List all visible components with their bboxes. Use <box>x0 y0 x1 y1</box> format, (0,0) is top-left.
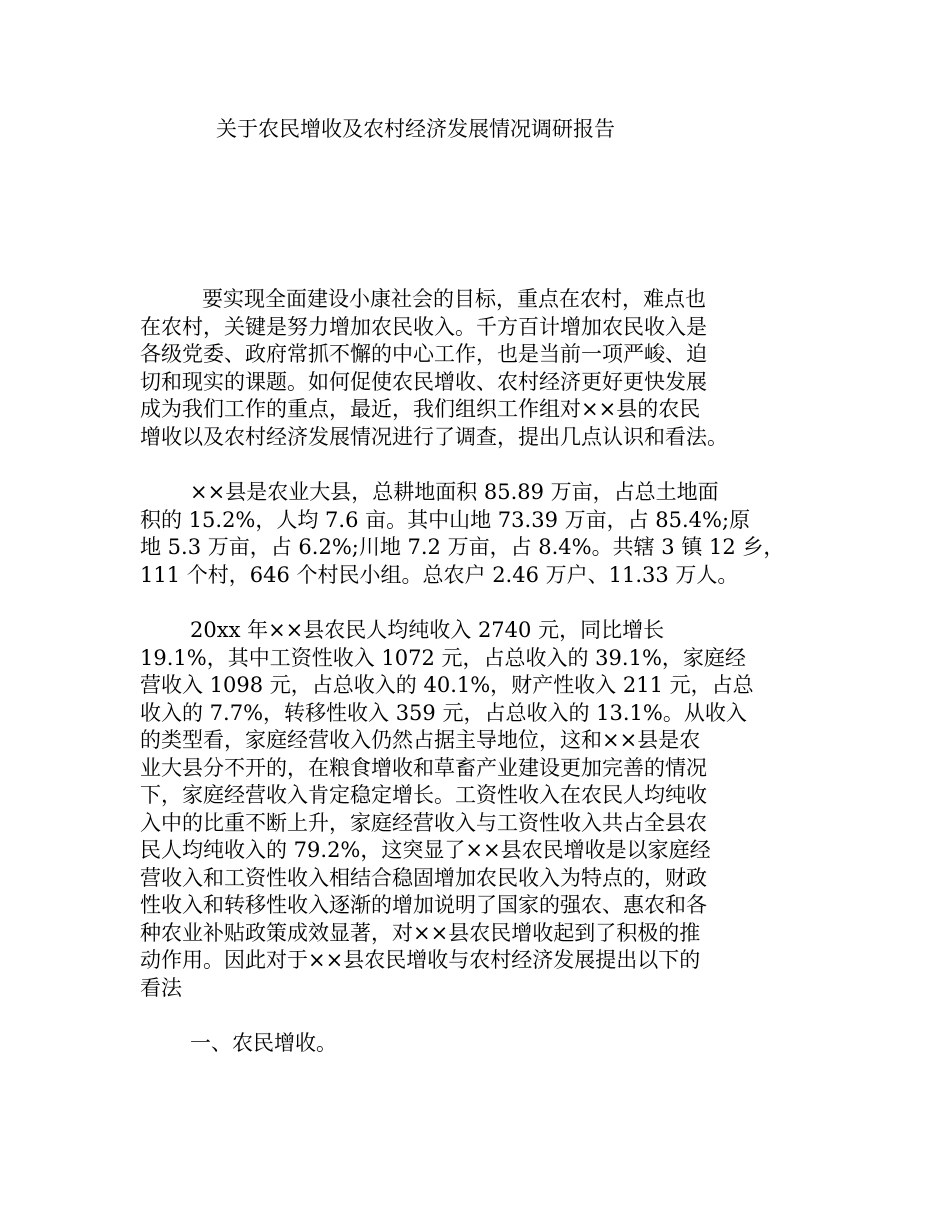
paragraph-line: 民人均纯收入的 79.2%，这突显了××县农民增收是以家庭经 <box>140 838 711 862</box>
paragraph-line: ××县是农业大县，总耕地面积 85.89 万亩，占总土地面 <box>190 480 719 504</box>
section-heading-farmer-income <box>140 1030 840 1058</box>
paragraph-line: 种农业补贴政策成效显著，对××县农民增收起到了积极的推 <box>140 920 701 945</box>
paragraph-line: 下，家庭经营收入肯定稳定增长。工资性收入在农民人均纯收 <box>140 783 707 807</box>
paragraph-line: 的类型看，家庭经营收入仍然占据主导地位，这和××县是农 <box>140 728 701 752</box>
paragraph-line: 收入的 7.7%，转移性收入 359 元，占总收入的 13.1%。从收入 <box>140 700 747 725</box>
paragraph-line: 营收入和工资性收入相结合稳固增加农民收入为特点的，财政 <box>140 865 707 890</box>
paragraph-line: 业大县分不开的，在粮食增收和草畜产业建设更加完善的情况 <box>140 755 707 780</box>
paragraph-line: 要实现全面建设小康社会的目标，重点在农村，难点也 <box>202 287 706 311</box>
document-body <box>140 286 840 1086</box>
paragraph-line: 增收以及农村经济发展情况进行了调查，提出几点认识和看法。 <box>140 424 728 449</box>
paragraph-county-overview <box>140 479 840 589</box>
paragraph-line: 动作用。因此对于××县农民增收与农村经济发展提出以下的 <box>140 948 701 972</box>
paragraph-line: 积的 15.2%，人均 7.6 亩。其中山地 73.39 万亩，占 85.4%;原 <box>140 507 751 532</box>
paragraph-line: 成为我们工作的重点，最近，我们组织工作组对××县的农民 <box>140 397 701 421</box>
paragraph-line: 性收入和转移性收入逐渐的增加说明了国家的强农、惠农和各 <box>140 893 707 917</box>
paragraph-line: 111 个村，646 个村民小组。总农户 2.46 万户、11.33 万人。 <box>140 562 739 587</box>
paragraph-intro <box>140 286 840 451</box>
paragraph-line: 入中的比重不断上升，家庭经营收入与工资性收入共占全县农 <box>140 810 707 835</box>
section-heading-text: 一、农民增收。 <box>190 1031 337 1055</box>
paragraph-line: 地 5.3 万亩，占 6.2%;川地 7.2 万亩，占 8.4%。共辖 3 镇 12 乡， <box>140 535 785 559</box>
paragraph-income-analysis <box>140 617 840 1002</box>
document-title: 关于农民增收及农村经济发展情况调研报告 <box>216 117 615 141</box>
paragraph-line: 在农村，关键是努力增加农民收入。千方百计增加农民收入是 <box>140 314 707 339</box>
paragraph-line: 营收入 1098 元，占总收入的 40.1%，财产性收入 211 元，占总 <box>140 673 754 697</box>
paragraph-line: 切和现实的课题。如何促使农民增收、农村经济更好更快发展 <box>140 369 707 394</box>
paragraph-line: 看法 <box>140 975 182 1000</box>
paragraph-line: 各级党委、政府常抓不懈的中心工作，也是当前一项严峻、迫 <box>140 342 707 366</box>
paragraph-line: 19.1%，其中工资性收入 1072 元，占总收入的 39.1%，家庭经 <box>140 645 746 670</box>
paragraph-line: 20xx 年××县农民人均纯收入 2740 元，同比增长 <box>190 618 665 642</box>
